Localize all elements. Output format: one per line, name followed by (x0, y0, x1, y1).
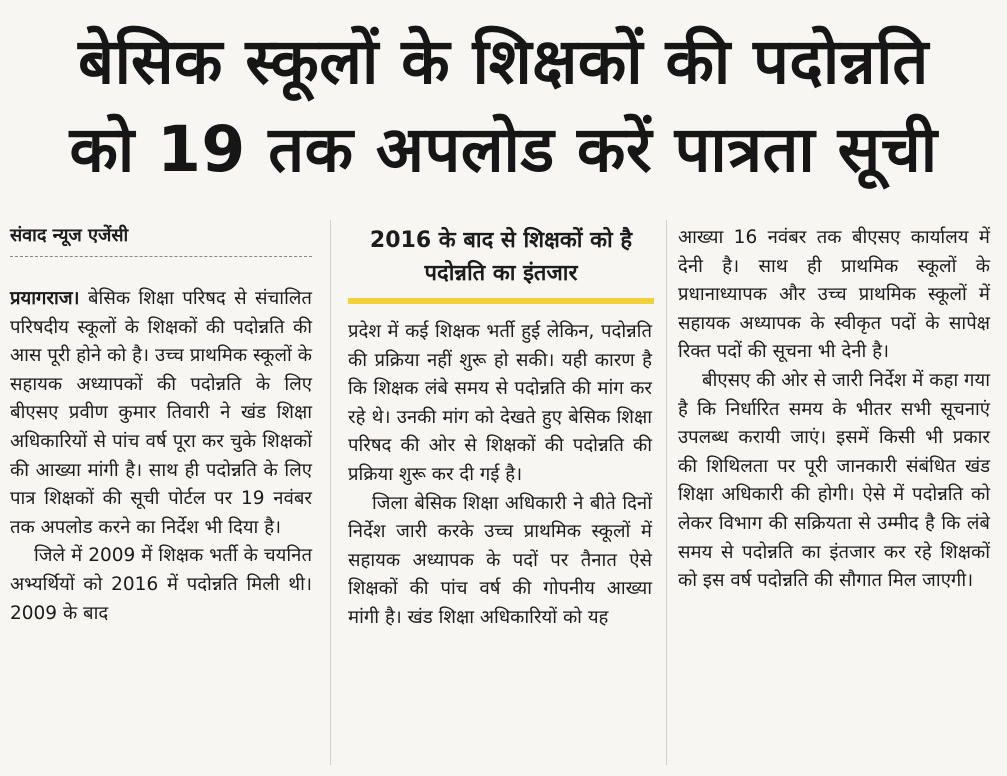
column-1-paragraph-2: जिले में 2009 में शिक्षक भर्ती के चयनित अभ्यर्थियों को 2016 में पदोन्नति मिली थी। 2009 के बाद (10, 545, 312, 624)
column-2-paragraph-2: जिला बेसिक शिक्षा अधिकारी ने बीते दिनों निर्देश जारी करके उच्च प्राथमिक स्कूलों में सहायक अध्यापक के पदों पर तैनात ऐसे शिक्षकों की पांच वर्ष की गोपनीय आख्या मांगी है। खंड शिक्षा अधिकारियों को यह (348, 492, 652, 628)
column-1-paragraph-1 (10, 285, 312, 542)
column-divider (666, 220, 667, 765)
headline-line-2: को 19 तक अपलोड करें पात्रता सूची (69, 113, 938, 186)
column-3-paragraph-2: बीएसए की ओर से जारी निर्देश में कहा गया है कि निर्धारित समय के भीतर सभी सूचनाएं उपलब्ध करायी जाएं। इसमें किसी भी प्रकार की शिथिलता पर पूरी जानकारी संबंधित खंड शिक्षा अधिकारी की होगी। ऐसे में पदोन्नति को लेकर विभाग की सक्रियता से उम्मीद है कि लंबे समय से पदोन्नति का इंतजार कर रहे शिक्षकों को इस वर्ष पदोन्नति की सौगात मिल जाएगी। (678, 369, 990, 592)
headline-line-1: बेसिक स्कूलों के शिक्षकों की पदोन्नति (78, 25, 929, 98)
column-divider (330, 220, 331, 765)
byline: संवाद न्यूज एजेंसी (10, 222, 312, 257)
subheading: 2016 के बाद से शिक्षकों को है पदोन्नति का इंतजार (348, 224, 654, 304)
dateline: प्रयागराज। (10, 288, 80, 309)
article-column-2 (348, 318, 652, 633)
column-3-paragraph-1: आख्या 16 नवंबर तक बीएसए कार्यालय में देनी है। साथ ही प्राथमिक स्कूलों के प्रधानाध्यापक और उच्च प्राथमिक स्कूलों में सहायक अध्यापक के स्वीकृत पदों के सापेक्ष रिक्त पदों की सूचना भी देनी है। (678, 227, 990, 363)
article-column-3 (678, 224, 990, 596)
headline (0, 18, 1007, 194)
article-column-1 (10, 285, 312, 628)
column-1-paragraph-1-text: बेसिक शिक्षा परिषद से संचालित परिषदीय स्कूलों के शिक्षकों की पदोन्नति की आस पूरी होने को है। उच्च प्राथमिक स्कूलों के सहायक अध्यापकों की पदोन्नति के लिए बीएसए प्रवीण कुमार तिवारी ने खंड शिक्षा अधिकारियों से पांच वर्ष पूरा कर चुके शिक्षकों की आख्या मांगी है। साथ ही पदोन्नति के लिए पात्र शिक्षकों की सूची पोर्टल पर 19 नवंबर तक अपलोड करने का निर्देश भी दिया है। (10, 288, 312, 538)
column-2-paragraph-1: प्रदेश में कई शिक्षक भर्ती हुई लेकिन, पदोन्नति की प्रक्रिया नहीं शुरू हो सकी। यही कारण है कि शिक्षक लंबे समय से पदोन्नति की मांग कर रहे थे। उनकी मांग को देखते हुए बेसिक शिक्षा परिषद की ओर से शिक्षकों की पदोन्नति की प्रक्रिया शुरू कर दी गई है। (348, 321, 652, 485)
